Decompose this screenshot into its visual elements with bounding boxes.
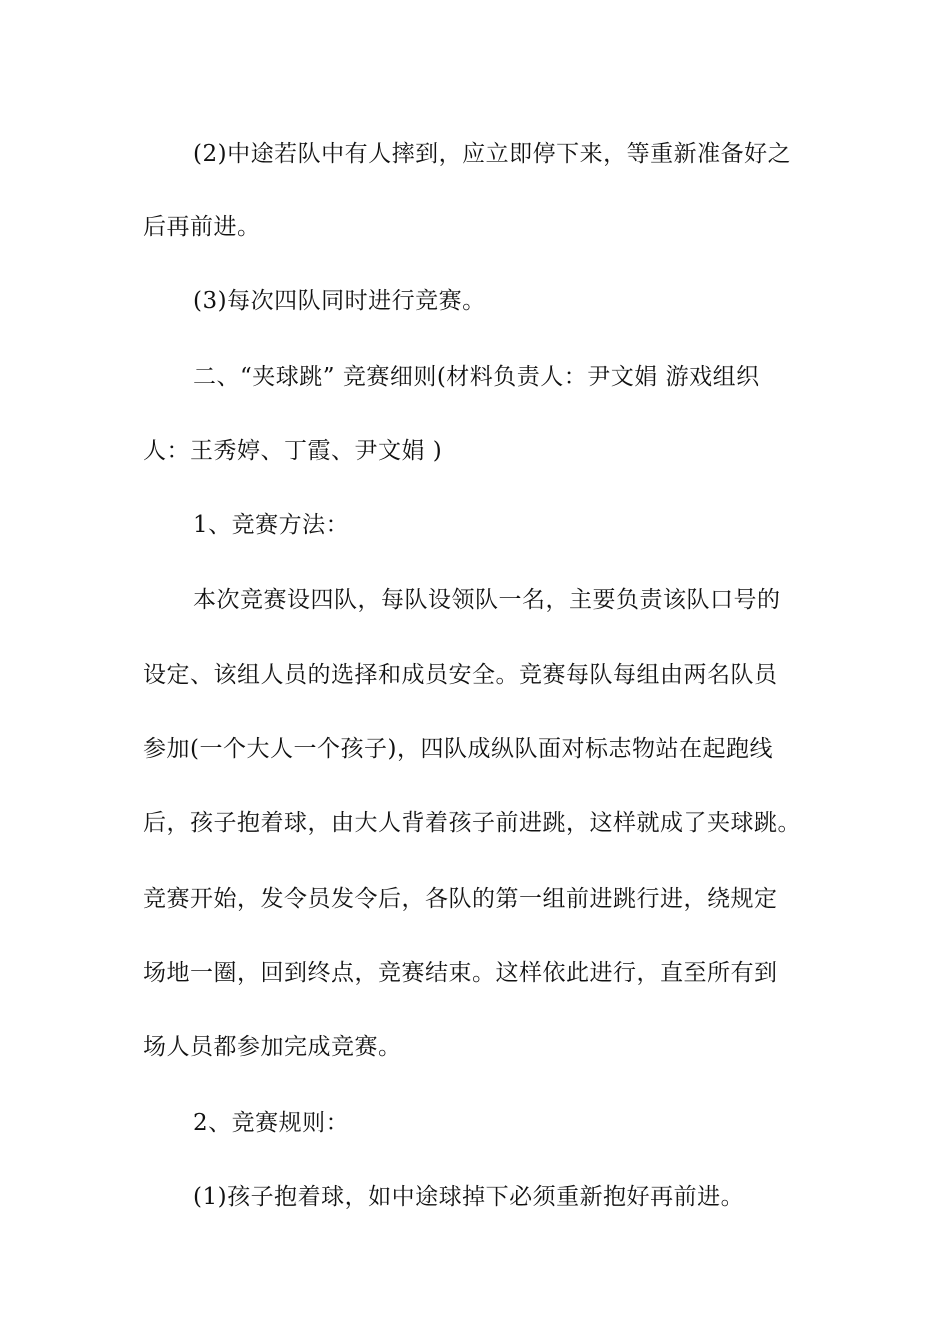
subheading-rules: 2、竞赛规则： bbox=[193, 1110, 350, 1136]
paragraph-rule-2-line-2: 后再前进。 bbox=[143, 214, 261, 240]
section-heading-line-2: 人：王秀婷、丁霞、尹文娟 ) bbox=[143, 438, 443, 464]
section-heading-line-1: 二、“夹球跳” 竞赛细则(材料负责人：尹文娟 游戏组织 bbox=[193, 364, 760, 390]
rule-1: (1)孩子抱着球，如中途球掉下必须重新抱好再前进。 bbox=[193, 1184, 745, 1210]
method-paragraph-line-1: 本次竞赛设四队，每队设领队一名，主要负责该队口号的 bbox=[193, 587, 781, 613]
subheading-method: 1、竞赛方法： bbox=[193, 512, 350, 538]
paragraph-rule-3: (3)每次四队同时进行竞赛。 bbox=[193, 288, 486, 314]
method-paragraph-line-5: 竞赛开始，发令员发令后，各队的第一组前进跳行进，绕规定 bbox=[143, 886, 778, 912]
method-paragraph-line-6: 场地一圈，回到终点，竞赛结束。这样依此进行，直至所有到 bbox=[143, 960, 778, 986]
method-paragraph-line-4: 后，孩子抱着球，由大人背着孩子前进跳，这样就成了夹球跳。 bbox=[143, 810, 801, 836]
paragraph-rule-2-line-1: (2)中途若队中有人摔到，应立即停下来，等重新准备好之 bbox=[193, 141, 792, 167]
method-paragraph-line-7: 场人员都参加完成竞赛。 bbox=[143, 1034, 402, 1060]
method-paragraph-line-3: 参加(一个大人一个孩子)，四队成纵队面对标志物站在起跑线 bbox=[143, 736, 773, 762]
method-paragraph-line-2: 设定、该组人员的选择和成员安全。竞赛每队每组由两名队员 bbox=[143, 662, 778, 688]
